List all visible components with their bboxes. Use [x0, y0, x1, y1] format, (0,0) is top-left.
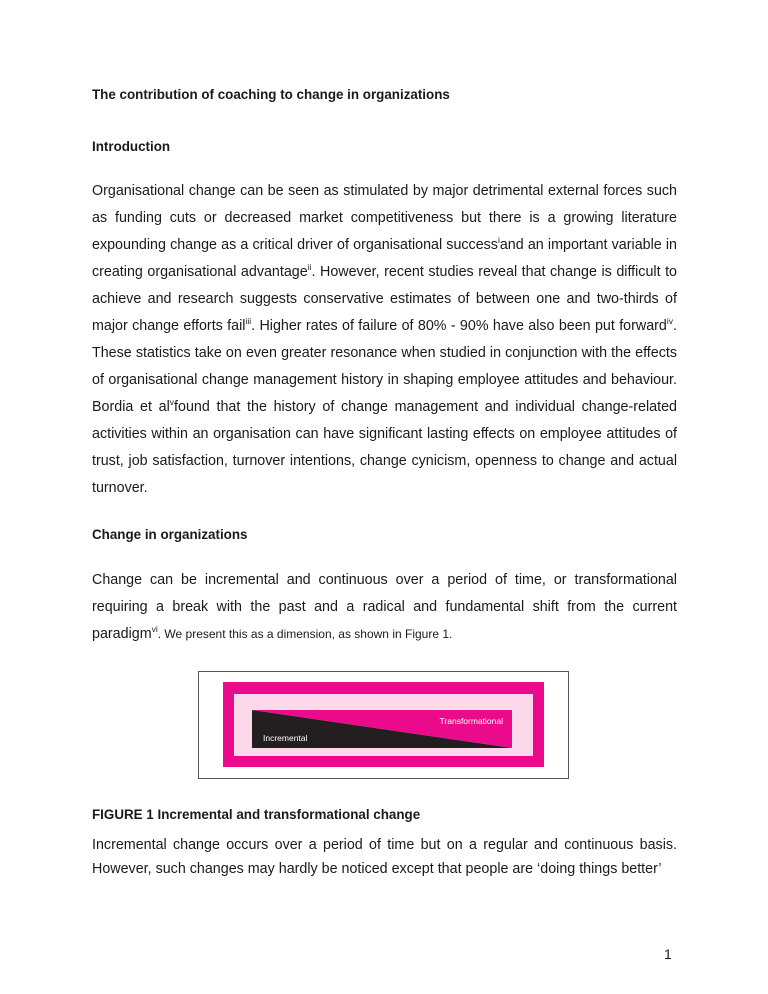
figure-1	[198, 671, 569, 779]
endnote-ref-v: v	[169, 397, 175, 407]
intro-text-3: . However, recent studies reveal that change is difficult to achieve and research suggests conservative estimates of between one and two-thirds of major change efforts fail	[92, 264, 678, 334]
change-text-1: Change can be incremental and continuous over a period of time, or transformational requiring a break with the past and a radical and fundamental shift from the current paradigm	[92, 572, 677, 642]
endnote-ref-iv: iv	[666, 316, 674, 326]
change-text-2: . We present this as a dimension, as shown in Figure 1.	[157, 627, 453, 641]
change-paragraph	[92, 567, 677, 648]
introduction-heading: Introduction	[92, 139, 171, 154]
change-heading: Change in organizations	[92, 527, 248, 542]
endnote-ref-i: i	[497, 235, 500, 245]
introduction-paragraph	[92, 178, 677, 502]
endnote-ref-iii: iii	[245, 316, 252, 326]
page-number: 1	[664, 946, 672, 962]
transformational-label: Transformational	[439, 716, 503, 726]
incremental-label: Incremental	[263, 733, 308, 743]
endnote-ref-ii: ii	[307, 262, 312, 272]
intro-text-1: Organisational change can be seen as stimulated by major detrimental external forces such as funding cuts or decreased market competitiveness but there is a growing literature expounding change as a critical driver of organisational success	[92, 183, 677, 253]
intro-text-2: and an important variable in creating organisational advantage	[92, 237, 677, 280]
endnote-ref-vi: vi	[151, 624, 158, 634]
incremental-paragraph: Incremental change occurs over a period of time but on a regular and continuous basis. However, such changes may hardly be noticed except that people are ‘doing things better’	[92, 837, 677, 877]
intro-text-5: . These statistics take on even greater resonance when studied in conjunction with the effects of organisational change management history in shaping employee attitudes and behaviour. Bordia et al	[92, 318, 677, 415]
document-title: The contribution of coaching to change in organizations	[92, 87, 450, 102]
figure-caption: FIGURE 1 Incremental and transformational change	[92, 807, 421, 822]
change-dimension-diagram	[199, 672, 568, 778]
intro-text-6: found that the history of change management and individual change-related activities within an organisation can have significant lasting effects on employee attitudes of trust, job satisfaction, turnover intentions, change cynicism, openness to change and actual turnover.	[92, 399, 677, 496]
intro-text-4: . Higher rates of failure of 80% - 90% have also been put forward	[251, 318, 667, 334]
